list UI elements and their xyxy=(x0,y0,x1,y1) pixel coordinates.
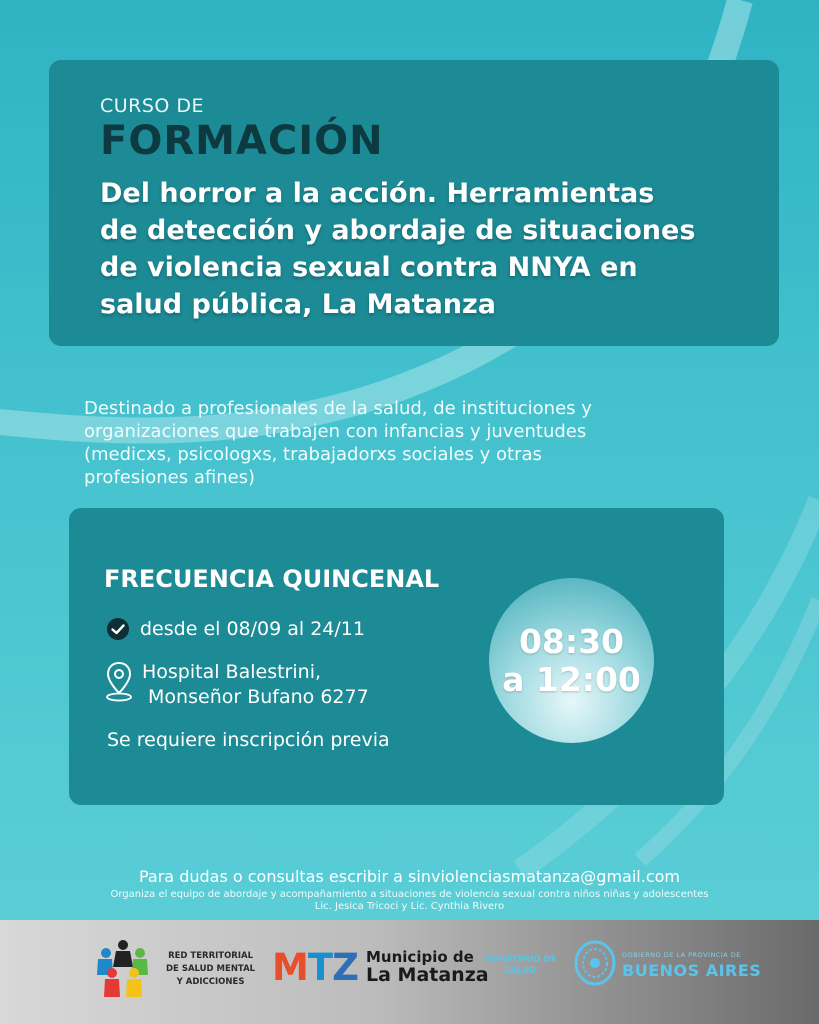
mtz-letter-m: M xyxy=(272,946,308,989)
audience-line: Destinado a profesionales de la salud, de instituciones y xyxy=(84,398,592,419)
course-title-line: Del horror a la acción. Herramientas xyxy=(100,178,655,209)
mtz-letter-z: Z xyxy=(332,946,358,989)
red-territorial-text xyxy=(166,950,255,989)
location-row xyxy=(104,660,369,710)
ministerio-line-1: MINISTERIO DE xyxy=(484,955,557,965)
municipio-text xyxy=(366,948,489,984)
buenos-aires-seal-icon xyxy=(573,940,617,986)
check-circle-icon xyxy=(106,617,130,641)
ministerio-text xyxy=(484,955,556,977)
course-title xyxy=(100,175,780,323)
audience-text xyxy=(84,397,744,489)
audience-line: organizaciones que trabajen con infancias y juventudes xyxy=(84,421,587,442)
red-territorial-logo xyxy=(92,937,154,999)
dates-text: desde el 08/09 al 24/11 xyxy=(140,618,365,640)
organizer-line-1: Organiza el equipo de abordaje y acompañamiento a situaciones de violencia sexual contra niños niñas y adolescentes xyxy=(110,889,709,900)
time-badge xyxy=(489,578,654,743)
mtz-letter-t: T xyxy=(307,946,333,989)
contact-text: Para dudas o consultas escribir a sinviolenciasmatanza@gmail.com xyxy=(138,867,680,886)
organizer-line-2: Lic. Jesica Tricoci y Lic. Cynthia Rivero xyxy=(314,901,505,912)
map-pin-icon xyxy=(104,660,134,702)
gba-small-text: GOBIERNO DE LA PROVINCIA DE xyxy=(622,951,741,959)
mtz-logo xyxy=(272,946,358,989)
municipio-line-1: Municipio de xyxy=(366,948,474,966)
time-end: a 12:00 xyxy=(502,659,641,699)
course-title-line: de violencia sexual contra NNYA en xyxy=(100,252,638,283)
audience-line: profesiones afines) xyxy=(84,467,256,488)
location-text xyxy=(142,660,369,710)
organizer-text xyxy=(0,889,819,913)
location-line-1: Hospital Balestrini, xyxy=(142,661,322,683)
time-start: 08:30 xyxy=(518,621,625,661)
heading: FORMACIÓN xyxy=(100,118,384,164)
location-line-2: Monseñor Bufano 6277 xyxy=(142,686,369,708)
audience-line: (medicxs, psicologxs, trabajadorxs sociales y otras xyxy=(84,444,542,465)
municipio-line-2: La Matanza xyxy=(366,964,489,986)
dates-row xyxy=(106,617,365,641)
course-title-line: de detección y abordaje de situaciones xyxy=(100,215,696,246)
gba-big-text: BUENOS AIRES xyxy=(622,961,762,980)
kicker-text: CURSO DE xyxy=(100,95,205,117)
ministerio-line-2: SALUD xyxy=(504,966,537,976)
red-territorial-line: RED TERRITORIAL xyxy=(168,951,254,961)
frequency-heading: FRECUENCIA QUINCENAL xyxy=(104,565,440,593)
course-title-line: salud pública, La Matanza xyxy=(100,289,496,320)
red-territorial-line: DE SALUD MENTAL xyxy=(166,964,256,974)
red-territorial-line: Y ADICCIONES xyxy=(176,977,245,987)
registration-note: Se requiere inscripción previa xyxy=(107,729,390,751)
